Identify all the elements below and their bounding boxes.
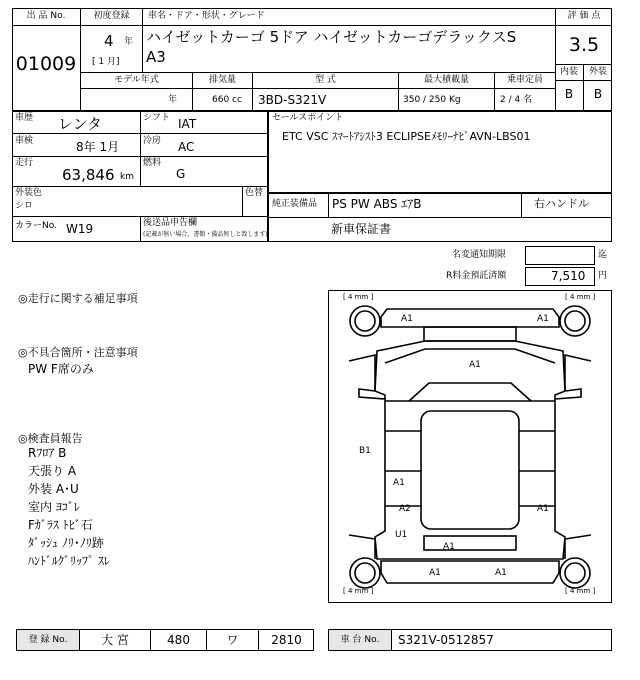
type-label: 型 式 xyxy=(315,75,336,85)
history-label: 車歴 xyxy=(15,113,34,123)
reg-year-unit: 年 xyxy=(124,37,134,47)
damage-mark: B1 xyxy=(359,446,371,456)
equipment-value: PS PW ABS ｴｱB xyxy=(332,197,422,211)
damage-mark: A1 xyxy=(429,568,441,578)
damage-mark: U1 xyxy=(395,530,408,540)
lot-number: 01009 xyxy=(15,53,77,75)
car-outline xyxy=(329,291,611,602)
displacement-value: 660 cc xyxy=(212,95,242,105)
recycle-label: R料金預託済額 xyxy=(446,271,507,281)
inspector-title: ◎検査員報告 xyxy=(18,432,83,445)
warranty-value: 新車保証書 xyxy=(331,222,392,236)
recycle-unit: 円 xyxy=(598,271,608,281)
repaint-label: 色替 xyxy=(245,188,264,198)
model-year-label: モデル年式 xyxy=(114,75,159,85)
capacity-label: 乗車定員 xyxy=(506,75,543,85)
damage-mark: A2 xyxy=(399,504,411,514)
color-label: 外装色 xyxy=(15,188,43,198)
chassis-label: 車 台 No. xyxy=(340,635,380,645)
fuel-label: 燃料 xyxy=(143,158,162,168)
report-line: 外装 A･U xyxy=(28,482,79,496)
recycle-value: 7,510 xyxy=(551,269,586,283)
after-label: 後送品申告欄 xyxy=(143,218,198,228)
reg-number: 2810 xyxy=(271,633,302,647)
mileage-unit: km xyxy=(120,172,134,182)
damage-mark: A1 xyxy=(537,314,549,324)
tire-depth-rear-left: [ 4 mm ] xyxy=(343,587,374,595)
damage-mark: A1 xyxy=(537,504,549,514)
chassis-value: S321V-0512857 xyxy=(398,633,494,647)
damage-mark: A1 xyxy=(443,542,455,552)
load-value: 350 / 250 Kg xyxy=(403,95,461,105)
reg-year: 4 xyxy=(104,32,114,50)
damage-mark: A1 xyxy=(469,360,481,370)
score-value: 3.5 xyxy=(568,34,600,56)
report-line: 天張り A xyxy=(28,464,77,478)
ac-value: AC xyxy=(178,140,195,154)
report-line: Rﾌﾛｱ B xyxy=(28,446,67,460)
inspection-label: 車検 xyxy=(15,136,34,146)
report-line: ﾀﾞｯｼｭ ﾉﾘ･ﾉﾘ跡 xyxy=(28,536,104,550)
notice-label: 名変通知期限 xyxy=(452,250,507,260)
exterior-label: 外装 xyxy=(588,67,607,77)
reg-month: [ 1 月] xyxy=(92,57,120,67)
mileage-label: 走行 xyxy=(15,158,34,168)
damage-mark: A1 xyxy=(495,568,507,578)
load-label: 最大積載量 xyxy=(423,75,469,85)
damage-mark: A1 xyxy=(393,478,405,488)
color-no-value: W19 xyxy=(66,222,94,236)
inspection-value: 8年 1月 xyxy=(76,140,120,154)
type-value: 3BD-S321V xyxy=(258,93,327,107)
interior-label: 内装 xyxy=(559,67,578,77)
notice-unit: 迄 xyxy=(598,250,608,260)
tire-depth-front-right: [ 4 mm ] xyxy=(565,293,596,301)
drive-notes-title: ◎走行に関する補足事項 xyxy=(18,292,138,305)
exterior-grade: B xyxy=(593,87,603,101)
color-value: シロ xyxy=(15,201,34,211)
first-reg-label: 初度登録 xyxy=(93,11,130,21)
defect-text: PW F席のみ xyxy=(28,362,94,376)
report-line: ﾊﾝﾄﾞﾙｸﾞﾘｯﾌﾟ ｽﾚ xyxy=(28,554,110,568)
sales-frame xyxy=(268,111,612,193)
car-grade: A3 xyxy=(146,48,166,66)
tire-depth-front-left: [ 4 mm ] xyxy=(343,293,374,301)
tire-depth-rear-right: [ 4 mm ] xyxy=(565,587,596,595)
report-line: 室内 ﾖｺﾞﾚ xyxy=(28,500,80,514)
capacity-value: 2 / 4 名 xyxy=(500,95,533,105)
reg-label: 登 録 No. xyxy=(28,635,68,645)
defect-title: ◎不具合箇所・注意事項 xyxy=(18,346,138,359)
sales-label: セールスポイント xyxy=(272,113,344,123)
car-label: 車名・ドア・形状・グレード xyxy=(148,11,265,21)
mileage-value: 63,846 xyxy=(62,166,115,184)
color-no-label: カラーNo. xyxy=(15,221,57,231)
shift-label: シフト xyxy=(143,113,171,123)
handle-value: 右ハンドル xyxy=(534,197,589,210)
sales-points: ETC VSC ｽﾏｰﾄｱｼｽﾄ3 ECLIPSEﾒﾓﾘｰﾅﾋﾞAVN-LBS01 xyxy=(282,130,531,143)
equipment-label: 純正装備品 xyxy=(272,199,318,209)
reg-class: 480 xyxy=(167,633,190,647)
displacement-label: 排気量 xyxy=(208,75,236,85)
car-diagram xyxy=(328,290,612,603)
car-name: ハイゼットカーゴ 5ドア ハイゼットカーゴデラックスS xyxy=(146,28,517,46)
reg-kana: ワ xyxy=(226,633,239,647)
notice-box xyxy=(525,246,595,265)
damage-mark: A1 xyxy=(401,314,413,324)
model-year-unit: 年 xyxy=(168,95,178,105)
interior-grade: B xyxy=(564,87,574,101)
after-note: (記載が無い場合、書類・備品無しと致します) xyxy=(143,231,268,238)
history-value: レンタ xyxy=(58,115,103,133)
ac-label: 冷房 xyxy=(143,136,162,146)
score-label: 評 価 点 xyxy=(567,11,601,21)
fuel-value: G xyxy=(176,167,186,181)
lot-label: 出 品 No. xyxy=(26,11,66,21)
report-line: Fｶﾞﾗｽ ﾄﾋﾞ石 xyxy=(28,518,93,532)
reg-place: 大 宮 xyxy=(101,633,129,647)
shift-value: IAT xyxy=(178,117,197,131)
